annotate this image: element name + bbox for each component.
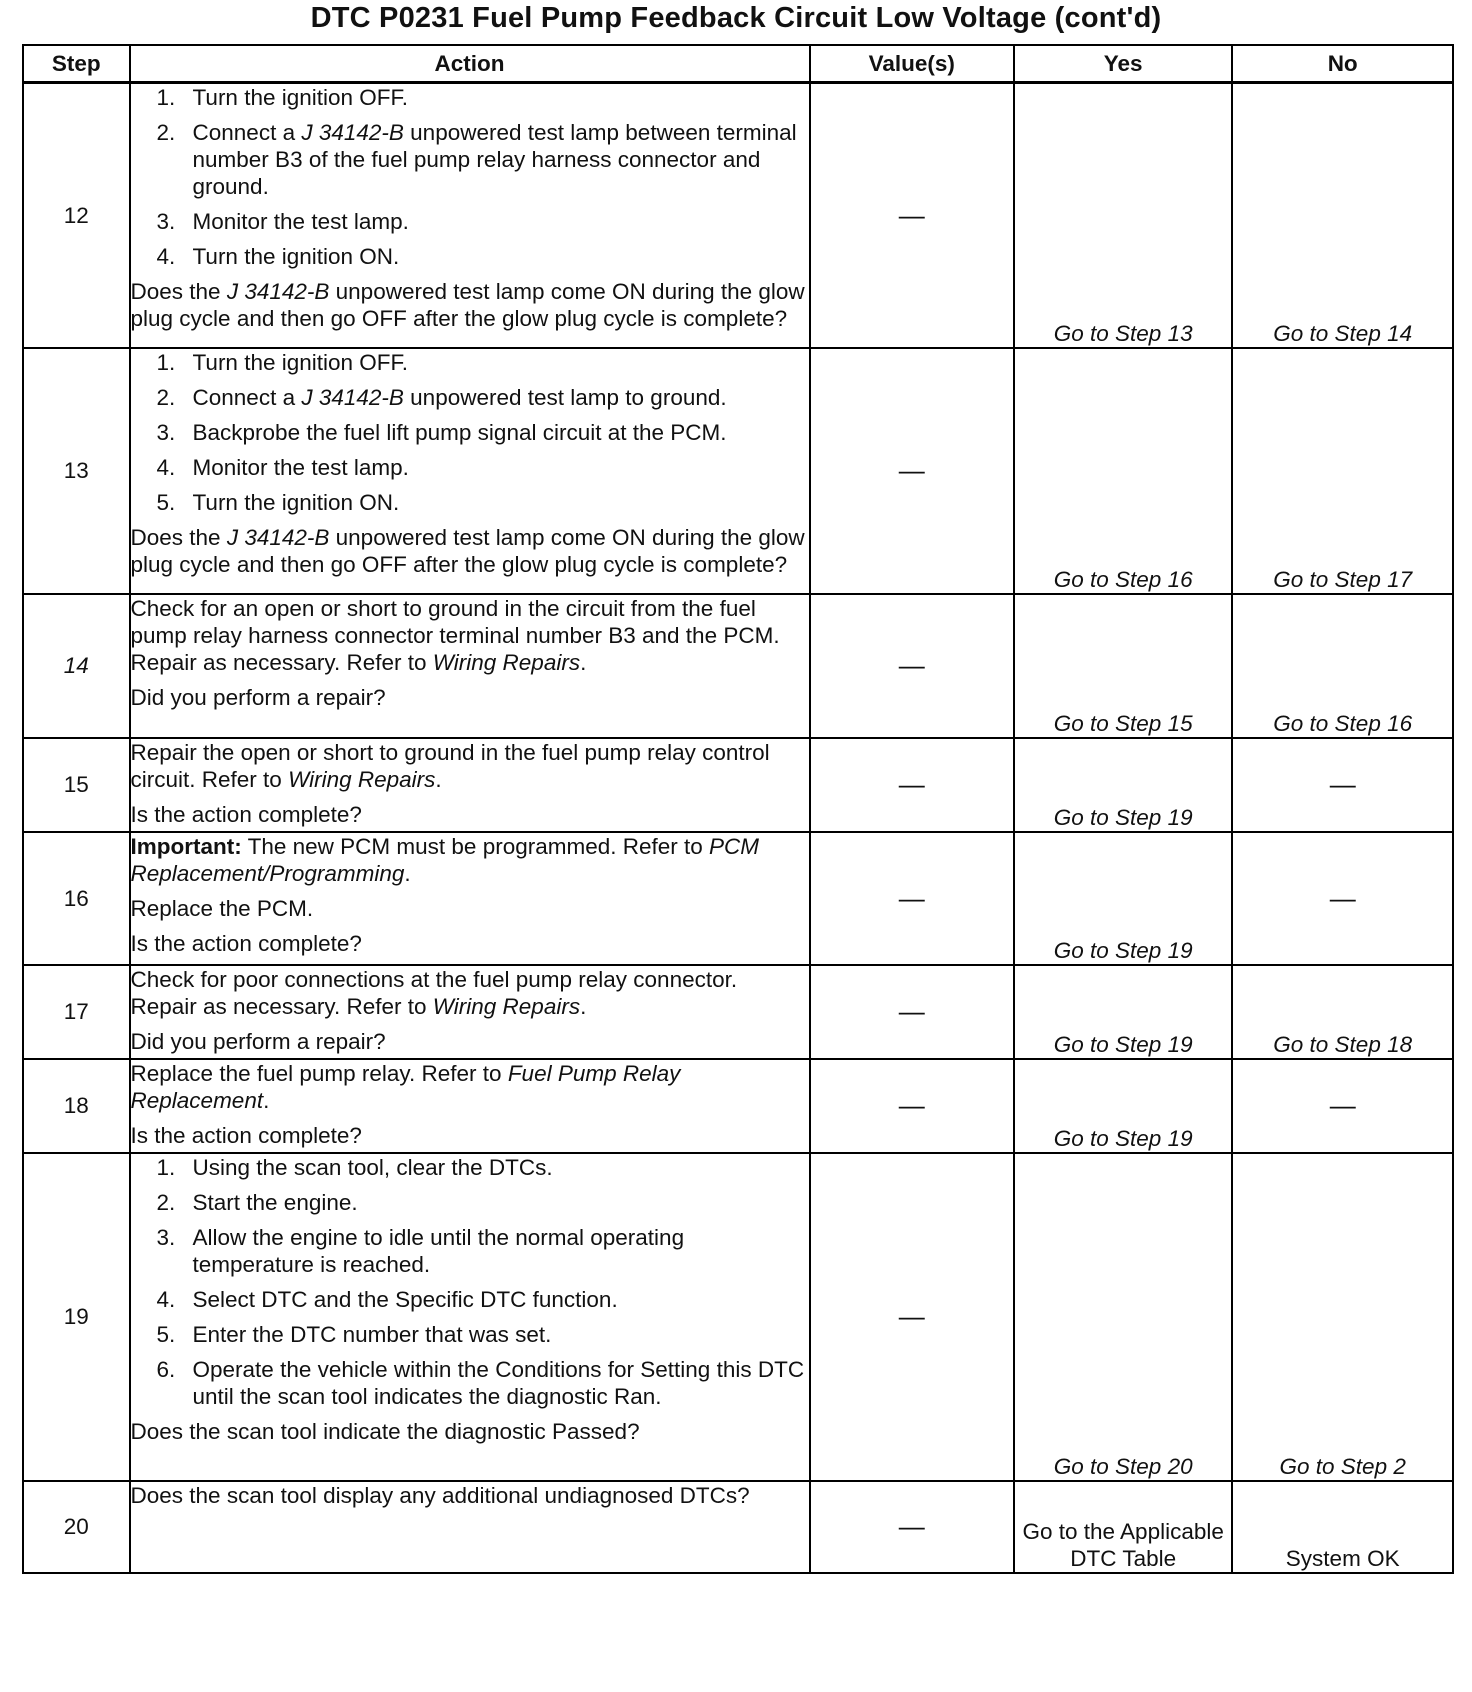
- step-number: 20: [23, 1481, 130, 1573]
- yes-cell: Go to Step 19: [1014, 832, 1232, 965]
- reference-link-text: Fuel Pump Relay Replacement: [130, 1060, 681, 1113]
- header-yes: Yes: [1014, 45, 1232, 83]
- list-item: 1. Using the scan tool, clear the DTCs.: [156, 1154, 553, 1180]
- table-row-step-15: [23, 738, 1453, 832]
- action-question: Does the J 34142-B unpowered test lamp come ON during the glow plug cycle and then go OFF after the glow plug cycle is complete?: [130, 524, 805, 577]
- action-question: Does the J 34142-B unpowered test lamp come ON during the glow plug cycle and then go OFF after the glow plug cycle is complete?: [130, 279, 805, 331]
- action-question: Is the action complete?: [130, 801, 362, 827]
- action-question: Did you perform a repair?: [130, 1028, 386, 1054]
- action-text: Check for an open or short to ground in the circuit from the fuel pump relay harness connector terminal number B3 and the PCM. Repair as necessary. Refer to Wiring Repairs.: [130, 595, 780, 675]
- yes-cell: Go to Step 19: [1014, 965, 1232, 1059]
- action-cell: [130, 1481, 810, 1573]
- value-cell: —: [810, 965, 1014, 1059]
- reference-link-text: Wiring Repairs: [432, 993, 581, 1019]
- reference-link-text: PCM Replacement/Programming: [130, 833, 760, 886]
- list-item: 1. Turn the ignition OFF.: [156, 85, 409, 110]
- table-row-step-17: [23, 965, 1453, 1059]
- step-number: 19: [23, 1153, 130, 1481]
- header-action: Action: [130, 45, 810, 83]
- action-cell: [130, 83, 810, 348]
- value-cell: —: [810, 348, 1014, 594]
- value-cell: —: [810, 1059, 1014, 1153]
- page-title: DTC P0231 Fuel Pump Feedback Circuit Low Voltage (cont'd): [310, 2, 1162, 34]
- list-item: 6. Operate the vehicle within the Conditions for Setting this DTC until the scan tool indicates the diagnostic Ran.: [156, 1356, 805, 1409]
- no-cell: Go to Step 14: [1232, 83, 1453, 348]
- action-question: Is the action complete?: [130, 930, 362, 956]
- action-cell: [130, 1153, 810, 1481]
- yes-cell: Go to Step 19: [1014, 738, 1232, 832]
- header-values: Value(s): [810, 45, 1014, 83]
- list-item: 3. Backprobe the fuel lift pump signal circuit at the PCM.: [156, 419, 727, 445]
- no-cell: Go to Step 18: [1232, 965, 1453, 1059]
- list-item: 3. Allow the engine to idle until the normal operating temperature is reached.: [156, 1224, 685, 1277]
- list-item: 5. Enter the DTC number that was set.: [156, 1321, 552, 1347]
- action-cell: [130, 348, 810, 594]
- no-cell: System OK: [1232, 1481, 1453, 1573]
- list-item: 2. Connect a J 34142-B unpowered test lamp to ground.: [156, 384, 727, 410]
- action-text: Check for poor connections at the fuel pump relay connector. Repair as necessary. Refer to Wiring Repairs.: [130, 966, 738, 1019]
- yes-cell: Go to the Applicable DTC Table: [1014, 1481, 1232, 1573]
- reference-link-text: Wiring Repairs: [432, 649, 581, 675]
- table-row-step-13: [23, 348, 1453, 594]
- step-number: 13: [23, 348, 130, 594]
- value-cell: —: [810, 83, 1014, 348]
- step-number: 14: [23, 594, 130, 738]
- step-number: 12: [23, 83, 130, 348]
- action-question: Does the scan tool display any additional undiagnosed DTCs?: [130, 1482, 750, 1508]
- action-text: Replace the fuel pump relay. Refer to Fuel Pump Relay Replacement.: [130, 1060, 681, 1113]
- important-note: Important: The new PCM must be programmed. Refer to PCM Replacement/Programming.: [130, 833, 760, 886]
- action-question: Did you perform a repair?: [130, 684, 386, 710]
- list-item: 1. Turn the ignition OFF.: [156, 349, 409, 375]
- action-cell: [130, 965, 810, 1059]
- list-item: 3. Monitor the test lamp.: [156, 209, 409, 234]
- value-cell: —: [810, 832, 1014, 965]
- action-cell: [130, 738, 810, 832]
- step-number: 15: [23, 738, 130, 832]
- action-text: Repair the open or short to ground in the fuel pump relay control circuit. Refer to Wiring Repairs.: [130, 739, 770, 792]
- table-row-step-12: [23, 83, 1453, 348]
- value-cell: —: [810, 738, 1014, 832]
- header-step: Step: [23, 45, 130, 83]
- header-no: No: [1232, 45, 1453, 83]
- list-item: 4. Monitor the test lamp.: [156, 454, 409, 480]
- procedure-list: [131, 84, 809, 270]
- table-row-step-20: [23, 1481, 1453, 1573]
- list-item: 4. Turn the ignition ON.: [156, 244, 400, 269]
- action-cell: [130, 1059, 810, 1153]
- no-cell: Go to Step 2: [1232, 1153, 1453, 1481]
- list-item: 4. Select DTC and the Specific DTC function.: [156, 1286, 618, 1312]
- tool-reference: J 34142-B: [301, 384, 404, 410]
- procedure-list: [131, 349, 809, 516]
- table-row-step-14: [23, 594, 1453, 738]
- yes-cell: Go to Step 19: [1014, 1059, 1232, 1153]
- table-header-row: [23, 45, 1453, 83]
- step-number: 17: [23, 965, 130, 1059]
- list-item: 5. Turn the ignition ON.: [156, 489, 400, 515]
- value-cell: —: [810, 594, 1014, 738]
- no-cell: —: [1232, 832, 1453, 965]
- yes-cell: Go to Step 16: [1014, 348, 1232, 594]
- action-cell: [130, 594, 810, 738]
- table-row-step-18: [23, 1059, 1453, 1153]
- list-item: 2. Start the engine.: [156, 1189, 358, 1215]
- step-number: 16: [23, 832, 130, 965]
- yes-cell: Go to Step 15: [1014, 594, 1232, 738]
- procedure-list: [131, 1154, 809, 1410]
- yes-cell: Go to Step 20: [1014, 1153, 1232, 1481]
- table-row-step-19: [23, 1153, 1453, 1481]
- no-cell: Go to Step 17: [1232, 348, 1453, 594]
- value-cell: —: [810, 1481, 1014, 1573]
- action-cell: [130, 832, 810, 965]
- no-cell: —: [1232, 1059, 1453, 1153]
- yes-cell: Go to Step 13: [1014, 83, 1232, 348]
- tool-reference: J 34142-B: [301, 120, 404, 145]
- reference-link-text: Wiring Repairs: [288, 766, 436, 792]
- table-row-step-16: [23, 832, 1453, 965]
- action-question: Is the action complete?: [130, 1122, 362, 1148]
- step-number: 18: [23, 1059, 130, 1153]
- action-question: Does the scan tool indicate the diagnostic Passed?: [130, 1418, 640, 1444]
- list-item: 2. Connect a J 34142-B unpowered test lamp between terminal number B3 of the fuel pump relay harness connector and ground.: [156, 120, 797, 199]
- no-cell: —: [1232, 738, 1453, 832]
- action-text: Replace the PCM.: [130, 895, 314, 921]
- value-cell: —: [810, 1153, 1014, 1481]
- diagnostic-table: [22, 44, 1454, 1574]
- no-cell: Go to Step 16: [1232, 594, 1453, 738]
